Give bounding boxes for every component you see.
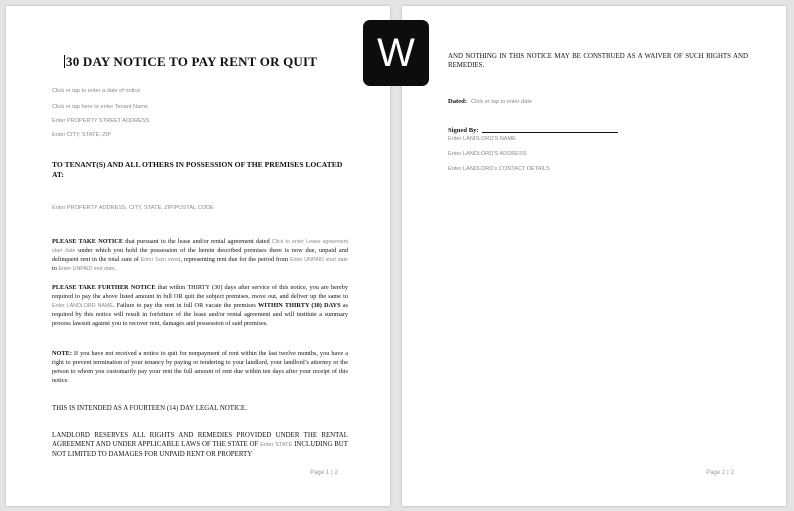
dated-field[interactable]: Click or tap to enter date bbox=[471, 99, 532, 105]
dated-row: Dated: Click or tap to enter date bbox=[448, 98, 532, 105]
unpaid-end-date-field[interactable]: Enter UNPAID end date bbox=[58, 265, 115, 272]
state-field[interactable]: Enter STATE bbox=[260, 442, 293, 448]
word-logo-icon: W bbox=[363, 20, 429, 86]
page-number-2: Page 2 | 2 bbox=[706, 470, 734, 476]
document-title[interactable]: 30 DAY NOTICE TO PAY RENT OR QUIT bbox=[66, 54, 318, 69]
legal-notice-line: THIS IS INTENDED AS A FOURTEEN (14) DAY LEGAL NOTICE. bbox=[52, 405, 247, 412]
landlord-name-field[interactable]: Enter LANDLORD NAME bbox=[52, 302, 113, 309]
document-page-1 bbox=[6, 6, 390, 506]
unpaid-start-date-field[interactable]: Enter UNPAID start date bbox=[289, 256, 348, 263]
further-notice-paragraph: PLEASE TAKE FURTHER NOTICE that within THIRTY (30) days after service of this notice, you are hereby required to pay the above listed amount in full OR quit the subject premises, move out, and deliver up the same to Enter LANDLORD NAME. Failure to pay the rent in full OR vacate the premises WITHIN THIRTY (30) DAYS as required by this notice will result in forfeiture of the lease and/or rental agreement and will institute a summary process lawsuit against you to recover rent, damages and possession of said premises. bbox=[52, 284, 349, 327]
street-address-field[interactable]: Enter PROPERTY STREET ADDRESS bbox=[52, 118, 150, 124]
document-page-2 bbox=[402, 6, 786, 506]
reserves-paragraph: LANDLORD RESERVES ALL RIGHTS AND REMEDIES PROVIDED UNDER THE RENTAL AGREEMENT AND UNDER APPLICABLE LAWS OF THE STATE OF Enter STATE INCLUDING BUT NOT LIMITED TO DAMAGES FOR UNPAID RENT OR PROPERTY bbox=[52, 432, 348, 458]
landlord-contact-field[interactable]: Enter LANDLORD's CONTACT DETAILS bbox=[448, 166, 550, 172]
page-separator: | bbox=[331, 470, 333, 476]
page-separator: | bbox=[727, 470, 729, 476]
notice-paragraph: PLEASE TAKE NOTICE that pursuant to the lease and/or rental agreement dated Click to enter Lease agreement start date under which you hold the possession of the herein described premises there is now due, unpaid and delinquent rent in the total sum of Enter Sum owed, representing rent due for the period from Enter UNPAID start date to Enter UNPAID end date. bbox=[52, 238, 349, 272]
landlord-name-signature-field[interactable]: Enter LANDLORD'S NAME bbox=[448, 136, 516, 142]
continuation-text: AND NOTHING IN THIS NOTICE MAY BE CONSTRUED AS A WAIVER OF SUCH RIGHTS AND REMEDIES. bbox=[448, 53, 748, 69]
city-state-zip-field[interactable]: Enter CITY, STATE, ZIP bbox=[52, 132, 112, 138]
signed-row: Signed By: bbox=[448, 119, 618, 137]
note-paragraph: NOTE: If you have not received a notice to quit for nonpayment of rent within the last twelve months, you have a right to prevent termination of your tenancy by paying or tendering to your landlord, your landlord’s attorney or the person to whom you customarily pay your rent the full amount of rent due within ten days after your receipt of this notice. bbox=[52, 350, 348, 384]
property-address-field[interactable]: Enter PROPERTY ADDRESS, CITY, STATE, ZIP/POSTAL CODE bbox=[52, 205, 214, 211]
signature-line[interactable] bbox=[482, 132, 618, 133]
landlord-address-field[interactable]: Enter LANDLORD'S ADDRESS bbox=[448, 151, 527, 157]
lease-start-date-field[interactable]: Click to enter Lease agreement start date bbox=[52, 239, 348, 254]
sum-owed-field[interactable]: Enter Sum owed bbox=[140, 256, 181, 263]
tenant-name-field[interactable]: Click or tap here to enter Tenant Name bbox=[52, 104, 148, 110]
notice-date-field[interactable]: Click or tap to enter a date of notice bbox=[52, 88, 141, 94]
text-cursor bbox=[64, 55, 65, 68]
tenants-heading: TO TENANT(S) AND ALL OTHERS IN POSSESSION OF THE PREMISES LOCATED AT: bbox=[52, 160, 343, 179]
page-number-1: Page 1 | 2 bbox=[310, 470, 338, 476]
